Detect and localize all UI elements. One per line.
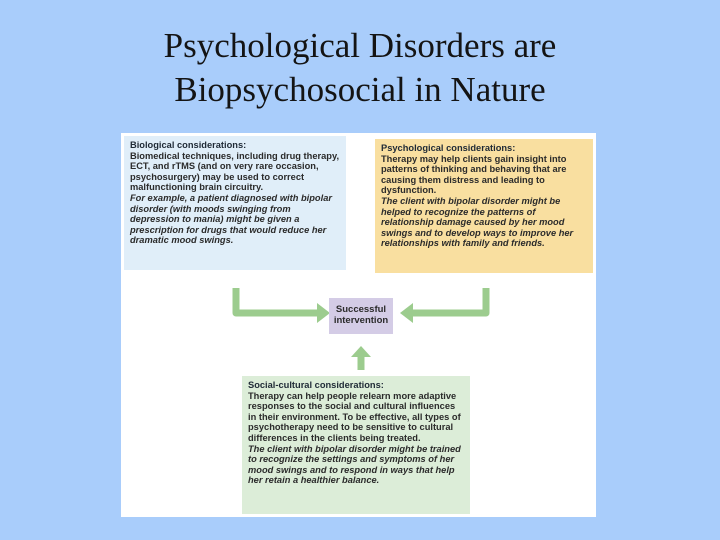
social-cultural-heading: Social-cultural considerations:: [248, 380, 384, 390]
right-arrow: [411, 288, 486, 313]
psychological-text: Therapy may help clients gain insight into patterns of thinking and behaving that are causing them distress and leading to dysfunction.: [381, 153, 567, 196]
right-arrowhead: [400, 303, 413, 323]
left-arrow: [236, 288, 319, 313]
slide-title-line-2: Biopsychosocial in Nature: [174, 70, 546, 109]
biological-text: Biomedical techniques, including drug therapy, ECT, and rTMS (and on very rare occasion, psychosurgery) may be used to correct malfunctioning brain circuitry.: [130, 150, 340, 193]
center-line-2: intervention: [333, 315, 389, 326]
psychological-example: The client with bipolar disorder might be helped to recognize the patterns of relationship damage caused by her mood swings and to develop ways to improve her relationships with family and friends.: [381, 195, 574, 249]
slide-title-line-1: Psychological Disorders are: [163, 26, 557, 65]
biopsychosocial-figure: [121, 133, 596, 517]
bottom-arrowhead: [351, 346, 371, 357]
psychological-heading: Psychological considerations:: [381, 143, 516, 153]
social-cultural-text: Therapy can help people relearn more adaptive responses to the social and cultural influences in their environment. To be effective, all types of psychotherapy need to be sensitive to cultural differences in the clients being treated.: [248, 390, 461, 443]
successful-intervention-box: [329, 298, 393, 334]
social-cultural-considerations-box: [242, 376, 470, 514]
biological-heading: Biological considerations:: [130, 140, 247, 150]
biological-example: For example, a patient diagnosed with bipolar disorder (with moods swinging from depression to mania) might be given a prescription for drugs that would reduce her dramatic mood swings.: [130, 192, 332, 246]
social-cultural-example: The client with bipolar disorder might be trained to recognize the settings and symptoms of her mood swings and to respond in ways that help her retain a healthier balance.: [248, 443, 461, 486]
slide-title: [0, 24, 720, 112]
center-line-1: Successful: [335, 304, 387, 315]
